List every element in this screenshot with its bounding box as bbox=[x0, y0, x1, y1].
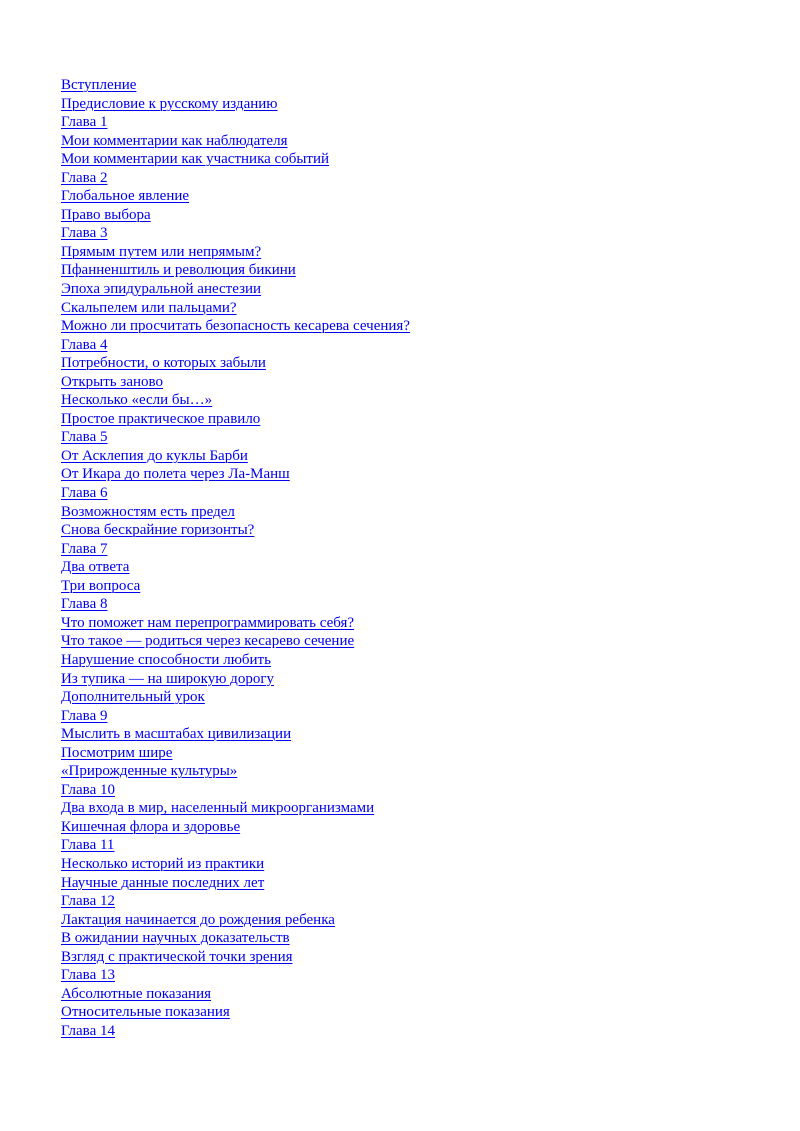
toc-link[interactable]: Научные данные последних лет bbox=[61, 874, 265, 891]
toc-link[interactable]: От Асклепия до куклы Барби bbox=[61, 447, 248, 464]
toc-link[interactable]: Предисловие к русскому изданию bbox=[61, 95, 278, 112]
list-item bbox=[61, 465, 410, 484]
toc-link[interactable]: Можно ли просчитать безопасность кесарева сечения? bbox=[61, 318, 410, 335]
list-item bbox=[61, 113, 410, 132]
toc-link[interactable]: Глава 2 bbox=[61, 169, 108, 186]
list-item bbox=[61, 132, 410, 151]
list-item bbox=[61, 336, 410, 355]
list-item bbox=[61, 614, 410, 633]
list-item bbox=[61, 595, 410, 614]
toc-link[interactable]: Открыть заново bbox=[61, 373, 163, 390]
list-item bbox=[61, 410, 410, 429]
toc-link[interactable]: Нарушение способности любить bbox=[61, 651, 271, 668]
list-item bbox=[61, 966, 410, 985]
list-item bbox=[61, 558, 410, 577]
list-item bbox=[61, 76, 410, 95]
toc-link[interactable]: Кишечная флора и здоровье bbox=[61, 818, 241, 835]
list-item bbox=[61, 206, 410, 225]
list-item bbox=[61, 447, 410, 466]
list-item bbox=[61, 299, 410, 318]
table-of-contents bbox=[61, 76, 410, 1040]
toc-link[interactable]: Эпоха эпидуральной анестезии bbox=[61, 281, 262, 298]
toc-link[interactable]: Что поможет нам перепрограммировать себя? bbox=[61, 614, 355, 631]
list-item bbox=[61, 261, 410, 280]
toc-link[interactable]: Глава 14 bbox=[61, 1022, 115, 1039]
toc-link[interactable]: Глава 12 bbox=[61, 893, 115, 910]
list-item bbox=[61, 836, 410, 855]
list-item bbox=[61, 169, 410, 188]
list-item bbox=[61, 243, 410, 262]
toc-link[interactable]: Глава 4 bbox=[61, 336, 108, 353]
list-item bbox=[61, 317, 410, 336]
toc-link[interactable]: Скальпелем или пальцами? bbox=[61, 299, 237, 316]
toc-link[interactable]: Глава 1 bbox=[61, 114, 108, 131]
list-item bbox=[61, 354, 410, 373]
toc-link[interactable]: Глава 3 bbox=[61, 225, 108, 242]
list-item bbox=[61, 503, 410, 522]
list-item bbox=[61, 874, 410, 893]
toc-link[interactable]: Глава 11 bbox=[61, 837, 115, 854]
toc-link[interactable]: Относительные показания bbox=[61, 1004, 230, 1021]
list-item bbox=[61, 150, 410, 169]
toc-link[interactable]: Дополнительный урок bbox=[61, 689, 205, 706]
list-item bbox=[61, 781, 410, 800]
list-item bbox=[61, 725, 410, 744]
toc-link[interactable]: Пфанненштиль и революция бикини bbox=[61, 262, 296, 279]
toc-link[interactable]: Глава 10 bbox=[61, 781, 115, 798]
toc-link[interactable]: Взгляд с практической точки зрения bbox=[61, 948, 293, 965]
list-item bbox=[61, 799, 410, 818]
toc-link[interactable]: Два ответа bbox=[61, 559, 130, 576]
toc-link[interactable]: Мыслить в масштабах цивилизации bbox=[61, 726, 292, 743]
toc-link[interactable]: Несколько историй из практики bbox=[61, 855, 265, 872]
toc-link[interactable]: Глава 9 bbox=[61, 707, 108, 724]
toc-link[interactable]: Глава 6 bbox=[61, 485, 108, 502]
toc-link[interactable]: Абсолютные показания bbox=[61, 985, 212, 1002]
list-item bbox=[61, 707, 410, 726]
toc-link[interactable]: Несколько «если бы…» bbox=[61, 392, 213, 409]
list-item bbox=[61, 280, 410, 299]
list-item bbox=[61, 688, 410, 707]
toc-link[interactable]: Мои комментарии как наблюдателя bbox=[61, 132, 288, 149]
toc-link[interactable]: «Прирожденные культуры» bbox=[61, 763, 238, 780]
list-item bbox=[61, 1003, 410, 1022]
list-item bbox=[61, 744, 410, 763]
toc-link[interactable]: Глава 13 bbox=[61, 967, 115, 984]
toc-link[interactable]: В ожидании научных доказательств bbox=[61, 930, 290, 947]
toc-link[interactable]: Лактация начинается до рождения ребенка bbox=[61, 911, 335, 928]
list-item bbox=[61, 95, 410, 114]
toc-link[interactable]: Возможностям есть предел bbox=[61, 503, 235, 520]
list-item bbox=[61, 818, 410, 837]
list-item bbox=[61, 373, 410, 392]
toc-link[interactable]: Вступление bbox=[61, 77, 137, 93]
list-item bbox=[61, 391, 410, 410]
toc-link[interactable]: Из тупика — на широкую дорогу bbox=[61, 670, 274, 687]
toc-link[interactable]: Глава 7 bbox=[61, 540, 108, 557]
list-item bbox=[61, 670, 410, 689]
list-item bbox=[61, 1022, 410, 1041]
toc-link[interactable]: Снова бескрайние горизонты? bbox=[61, 522, 255, 539]
list-item bbox=[61, 484, 410, 503]
toc-link[interactable]: Глава 5 bbox=[61, 429, 108, 446]
list-item bbox=[61, 948, 410, 967]
list-item bbox=[61, 929, 410, 948]
toc-link[interactable]: Глава 8 bbox=[61, 596, 108, 613]
toc-link[interactable]: Потребности, о которых забыли bbox=[61, 355, 266, 372]
toc-link[interactable]: Мои комментарии как участника событий bbox=[61, 151, 330, 168]
list-item bbox=[61, 855, 410, 874]
toc-link[interactable]: Простое практическое правило bbox=[61, 410, 261, 427]
list-item bbox=[61, 762, 410, 781]
toc-link[interactable]: Посмотрим шире bbox=[61, 744, 173, 761]
list-item bbox=[61, 428, 410, 447]
toc-link[interactable]: От Икара до полета через Ла-Манш bbox=[61, 466, 290, 483]
list-item bbox=[61, 577, 410, 596]
list-item bbox=[61, 985, 410, 1004]
list-item bbox=[61, 651, 410, 670]
list-item bbox=[61, 540, 410, 559]
toc-link[interactable]: Глобальное явление bbox=[61, 188, 190, 205]
toc-link[interactable]: Право выбора bbox=[61, 206, 151, 223]
toc-link[interactable]: Три вопроса bbox=[61, 577, 141, 594]
list-item bbox=[61, 911, 410, 930]
toc-link[interactable]: Что такое — родиться через кесарево сечение bbox=[61, 633, 355, 650]
toc-link[interactable]: Прямым путем или непрямым? bbox=[61, 243, 262, 260]
toc-link[interactable]: Два входа в мир, населенный микроорганизмами bbox=[61, 800, 375, 817]
list-item bbox=[61, 224, 410, 243]
list-item bbox=[61, 187, 410, 206]
list-item bbox=[61, 632, 410, 651]
list-item bbox=[61, 892, 410, 911]
list-item bbox=[61, 521, 410, 540]
